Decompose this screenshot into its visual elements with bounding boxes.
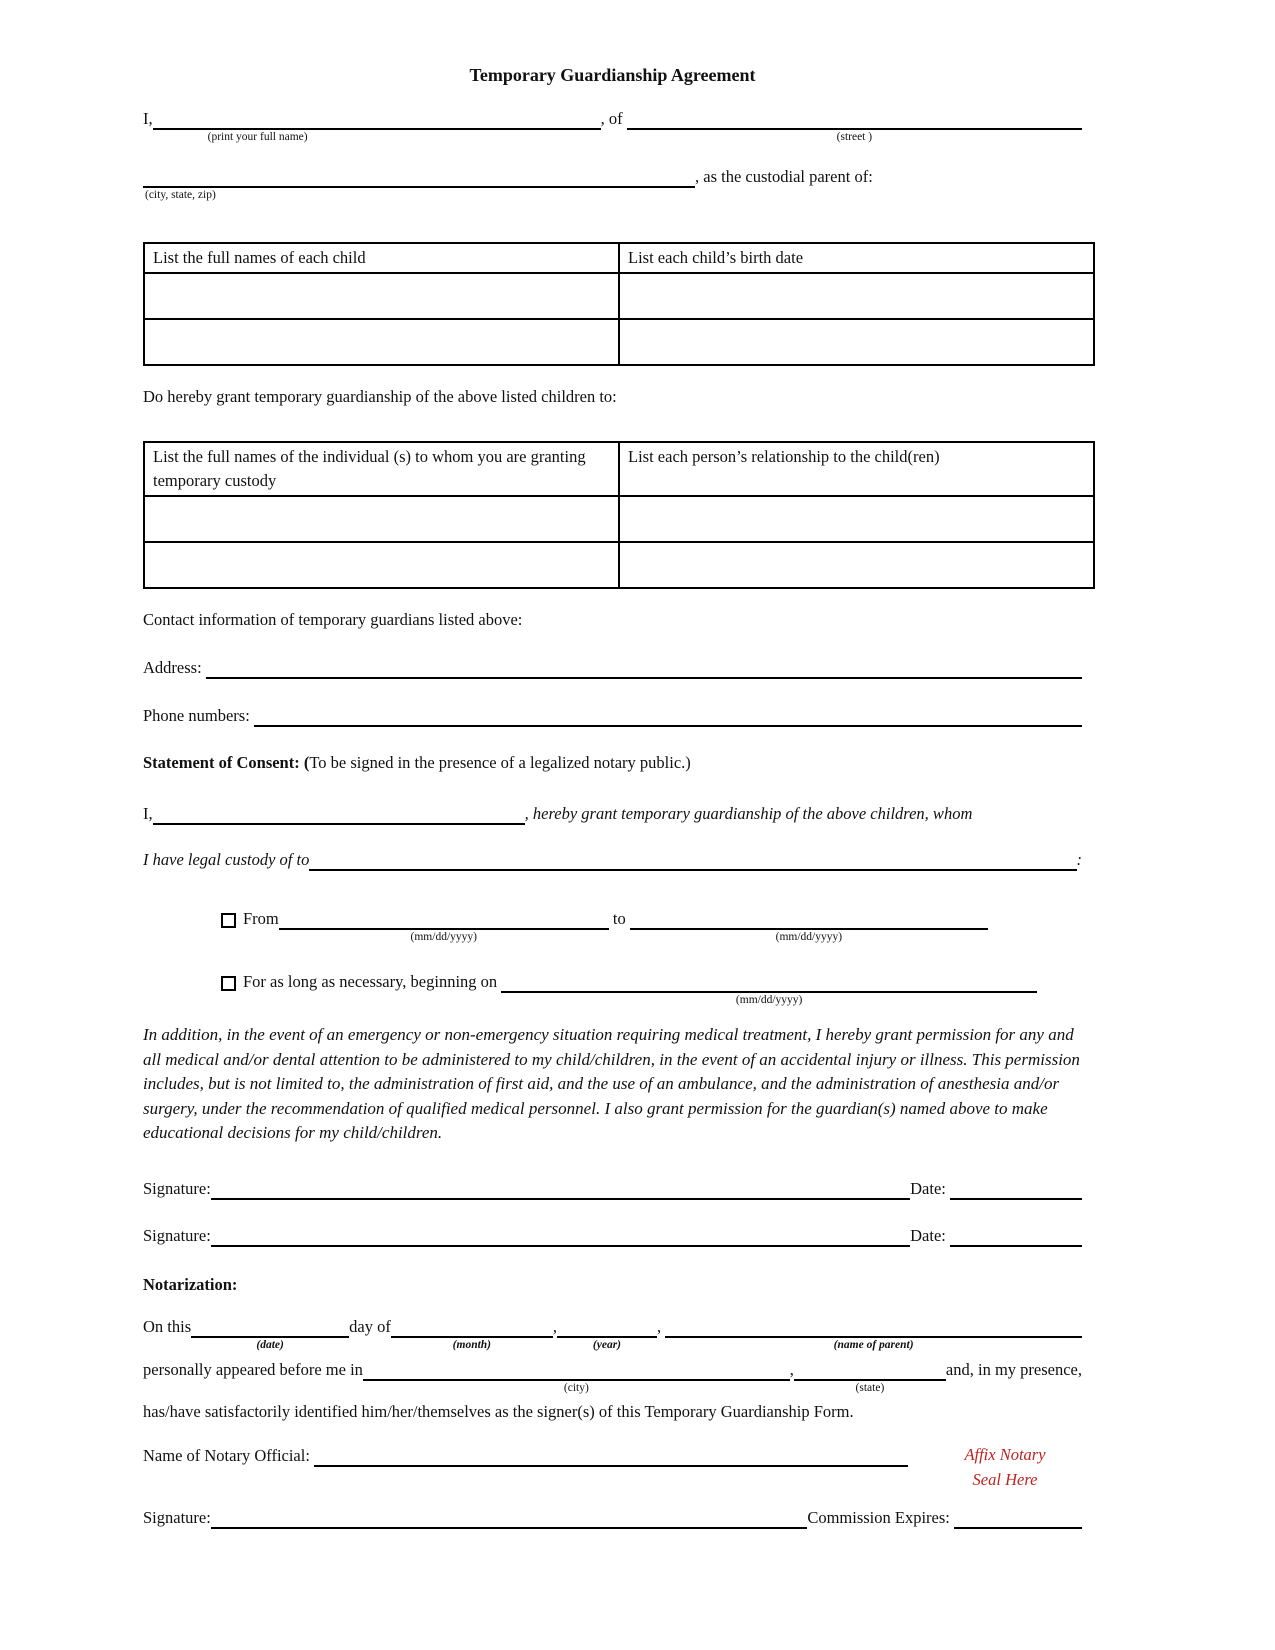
- notary-state-field[interactable]: [794, 1360, 946, 1394]
- custody-line: [143, 849, 1082, 871]
- duration-label: For as long as necessary, beginning on: [243, 972, 502, 991]
- notary-date-field[interactable]: [191, 1317, 349, 1351]
- print-name-label: (print your full name): [207, 131, 308, 143]
- phone-label: Phone numbers:: [143, 706, 254, 725]
- to-date-format-label: (mm/dd/yyyy): [775, 931, 843, 943]
- identified-text: has/have satisfactorily identified him/her/themselves as the signer(s) of this Temporary Guardianship Form.: [143, 1401, 854, 1421]
- custodial-parent-text: , as the custodial parent of:: [695, 167, 873, 186]
- to-label: to: [608, 909, 630, 928]
- comma-text: ,: [656, 1316, 666, 1336]
- custody-colon: :: [1076, 850, 1082, 869]
- grant-statement: [143, 386, 1082, 408]
- child-name-cell[interactable]: [144, 273, 619, 319]
- guardian-names-field[interactable]: [309, 850, 1076, 871]
- medical-consent-paragraph: In addition, in the event of an emergency or non-emergency situation requiring medical treatment, I hereby grant permission for any and all medical and/or dental attention to be administered to my child/children, in the event of an accidental injury or illness. This permission includes, but is not limited to, the administration of first aid, and the use of an ambulance, and the administration of anesthesia and/or surgery, under the recommendation of qualified medical personnel. I also grant permission for the guardian(s) named above to make educational decisions for my child/children.: [143, 1025, 1080, 1142]
- duration-checkbox[interactable]: [221, 976, 236, 991]
- signature-field-1[interactable]: [211, 1179, 910, 1200]
- presence-text: and, in my presence,: [945, 1359, 1082, 1379]
- custody-text: I have legal custody of to: [143, 850, 310, 869]
- address-line: [143, 657, 1082, 679]
- grant-statement-text: Do hereby grant temporary guardianship of the above listed children to:: [143, 387, 617, 406]
- state-label: (state): [855, 1381, 885, 1394]
- notary-signature-field[interactable]: [211, 1508, 808, 1529]
- comma-text: ,: [552, 1316, 557, 1336]
- i-prefix-text: I,: [143, 109, 153, 128]
- guardian-relationship-header: List each person’s relationship to the child(ren): [619, 442, 1094, 496]
- parent-full-name-field[interactable]: [153, 109, 601, 143]
- street-field[interactable]: [627, 109, 1082, 143]
- from-date-field[interactable]: [279, 909, 609, 943]
- consent-heading-rest: To be signed in the presence of a legalized notary public.): [309, 753, 691, 772]
- signature-label: Signature:: [143, 1507, 211, 1527]
- city-state-zip-label: (city, state, zip): [145, 189, 216, 201]
- beginning-date-field[interactable]: [501, 972, 1037, 1006]
- phone-line: [143, 705, 1082, 727]
- guardian-relationship-cell[interactable]: [619, 496, 1094, 542]
- table-row: [144, 319, 1094, 365]
- child-birthdate-cell[interactable]: [619, 319, 1094, 365]
- guardians-table: [143, 441, 1095, 589]
- phone-numbers-field[interactable]: [254, 706, 1082, 727]
- guardian-names-header: List the full names of the individual (s) to whom you are granting temporary custody: [144, 442, 619, 496]
- month-label: (month): [452, 1338, 492, 1351]
- notary-name-label: Name of Notary Official:: [143, 1445, 315, 1465]
- notary-official-line: [143, 1445, 908, 1467]
- seal-note-line-1: Affix Notary: [964, 1445, 1046, 1464]
- to-date-field[interactable]: [630, 909, 988, 943]
- city-state-zip-field[interactable]: [143, 167, 695, 201]
- notary-month-field[interactable]: [391, 1317, 553, 1351]
- consent-i-prefix: I,: [143, 804, 153, 823]
- on-this-text: On this: [143, 1316, 192, 1336]
- appeared-text: personally appeared before me in: [143, 1359, 363, 1379]
- consent-parent-name-field[interactable]: [153, 804, 525, 825]
- on-this-line: [143, 1316, 1082, 1351]
- table-row: [144, 496, 1094, 542]
- from-date-format-label: (mm/dd/yyyy): [410, 931, 477, 943]
- signature-label: Signature:: [143, 1225, 211, 1245]
- children-table-header-row: [144, 243, 1094, 273]
- contact-heading-text: Contact information of temporary guardians listed above:: [143, 610, 523, 629]
- signature-field-2[interactable]: [211, 1226, 910, 1247]
- duration-line: [143, 971, 1082, 1006]
- day-of-text: day of: [349, 1316, 391, 1336]
- city-state-zip-line: [143, 166, 1082, 201]
- signature-label: Signature:: [143, 1178, 211, 1198]
- guardian-name-cell[interactable]: [144, 496, 619, 542]
- notarization-heading: [143, 1274, 1082, 1296]
- guardian-name-cell[interactable]: [144, 542, 619, 588]
- address-field[interactable]: [206, 658, 1082, 679]
- notary-parent-name-field[interactable]: [665, 1317, 1082, 1351]
- city-label: (city): [563, 1381, 589, 1394]
- comma-text: ,: [789, 1359, 794, 1379]
- children-table: [143, 242, 1095, 366]
- from-to-line: [143, 908, 1082, 943]
- children-names-header: List the full names of each child: [144, 243, 619, 273]
- contact-heading: [143, 609, 1082, 631]
- consent-grant-text: , hereby grant temporary guardianship of the above children, whom: [524, 804, 973, 823]
- form-title: Temporary Guardianship Agreement: [469, 65, 756, 85]
- guardian-relationship-cell[interactable]: [619, 542, 1094, 588]
- beginning-date-format-label: (mm/dd/yyyy): [735, 994, 803, 1006]
- date-label: (date): [256, 1338, 284, 1351]
- affix-notary-seal-note: [946, 1442, 1064, 1492]
- consent-parent-line: [143, 803, 1082, 825]
- address-label: Address:: [143, 658, 206, 677]
- children-birthdates-header: List each child’s birth date: [619, 243, 1094, 273]
- notary-city-field[interactable]: [363, 1360, 790, 1394]
- consent-heading-bold: Statement of Consent: (: [143, 753, 310, 772]
- appeared-line: [143, 1359, 1082, 1394]
- consent-heading: [143, 752, 1082, 774]
- notary-signature-line: [143, 1507, 1082, 1529]
- date-field-2[interactable]: [950, 1226, 1082, 1247]
- table-row: [144, 542, 1094, 588]
- street-label: (street ): [836, 131, 873, 143]
- notary-official-name-field[interactable]: [314, 1446, 908, 1467]
- child-birthdate-cell[interactable]: [619, 273, 1094, 319]
- from-checkbox[interactable]: [221, 913, 236, 928]
- notary-year-field[interactable]: [557, 1317, 657, 1351]
- from-label: From: [243, 909, 279, 928]
- parent-name-street-line: [143, 108, 1082, 143]
- notarization-heading-text: Notarization:: [143, 1274, 238, 1294]
- table-row: [144, 273, 1094, 319]
- of-text: , of: [600, 109, 627, 128]
- date-label: Date:: [910, 1178, 950, 1198]
- year-label: (year): [592, 1338, 622, 1351]
- identified-line: [143, 1401, 1082, 1423]
- date-label: Date:: [910, 1225, 950, 1245]
- seal-note-line-2: Seal Here: [972, 1470, 1038, 1489]
- name-of-parent-label: (name of parent): [833, 1338, 914, 1351]
- commission-expires-field[interactable]: [954, 1508, 1082, 1529]
- signature-line-2: [143, 1225, 1082, 1247]
- guardians-table-header-row: [144, 442, 1094, 496]
- commission-expires-label: Commission Expires:: [807, 1507, 954, 1527]
- child-name-cell[interactable]: [144, 319, 619, 365]
- date-field-1[interactable]: [950, 1179, 1082, 1200]
- signature-line-1: [143, 1178, 1082, 1200]
